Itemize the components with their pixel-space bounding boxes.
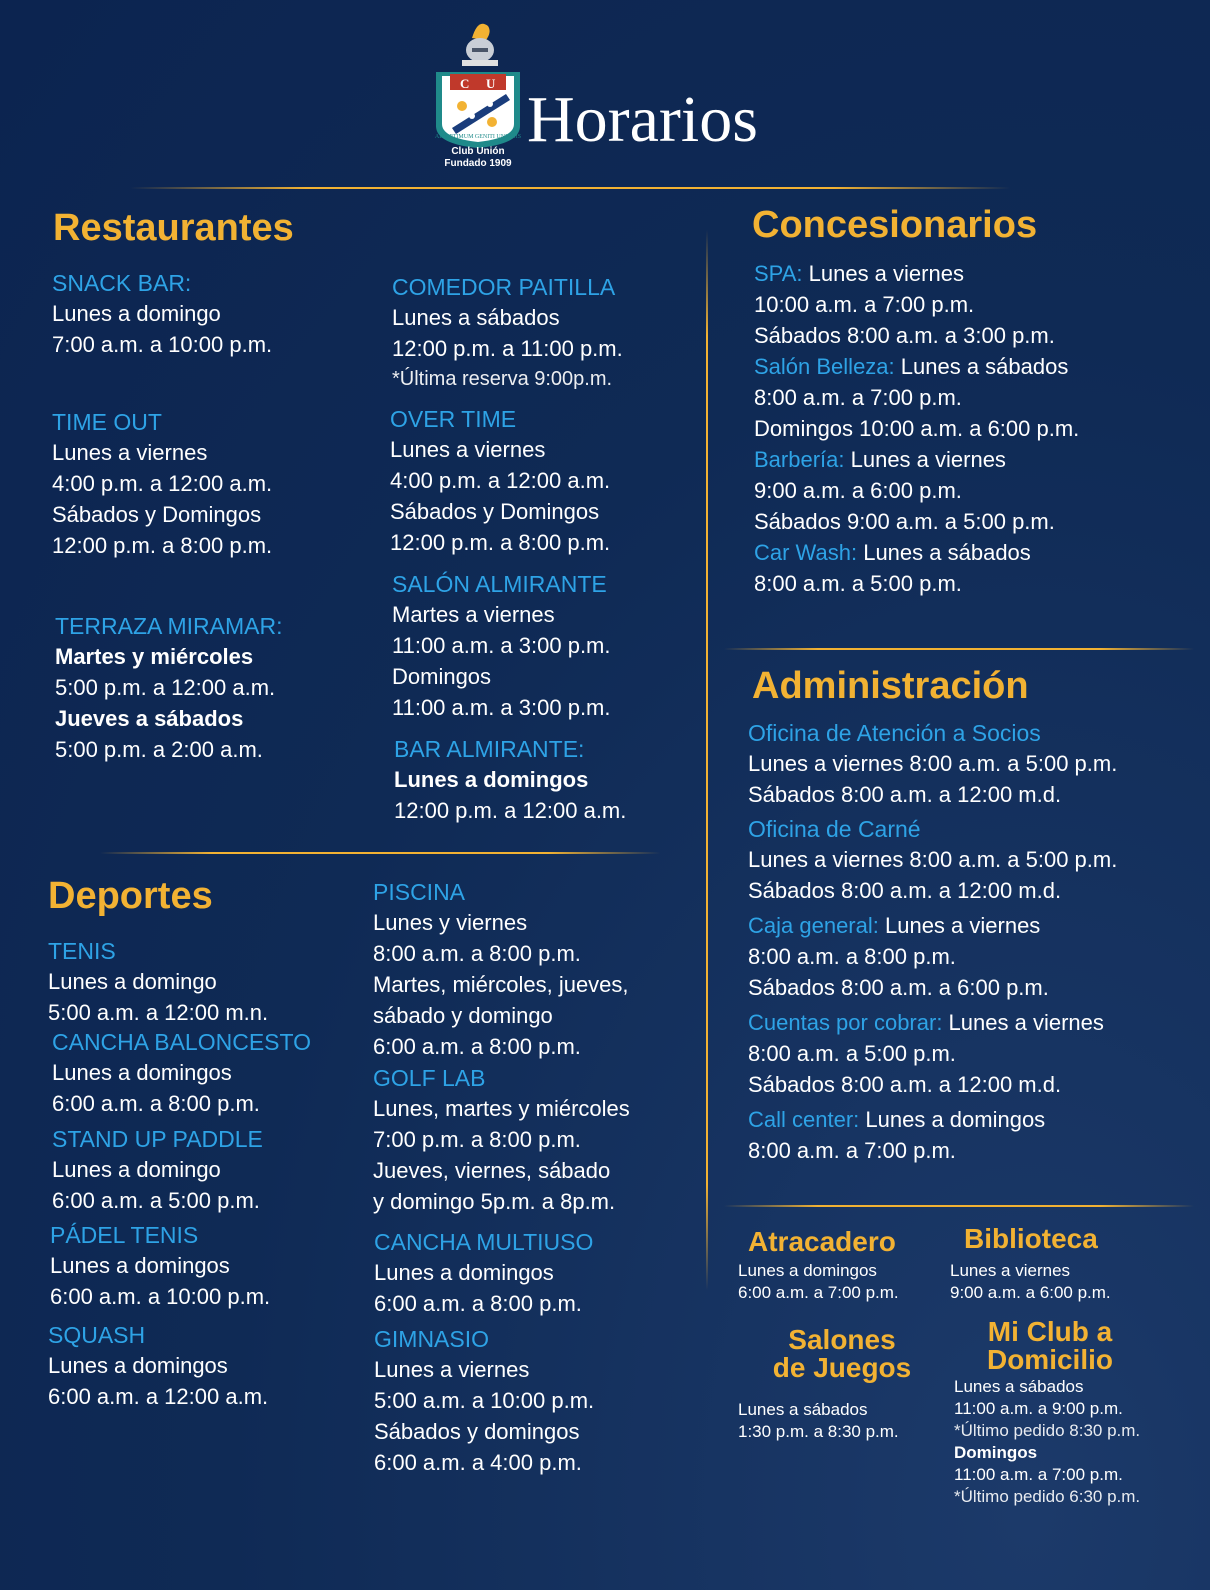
squash-block	[48, 1320, 268, 1412]
terraza-line: 5:00 p.m. a 2:00 a.m.	[55, 737, 263, 762]
belleza-first-line	[754, 351, 1079, 382]
padel-name: PÁDEL TENIS	[50, 1222, 199, 1248]
snack-bar-hours: 7:00 a.m. a 10:00 p.m.	[52, 332, 273, 357]
socios-line: Sábados 8:00 a.m. a 12:00 m.d.	[748, 782, 1062, 807]
barberia-name: Barbería:	[754, 447, 845, 472]
salon-almirante-line: Martes a viernes	[392, 602, 555, 627]
padel-block	[50, 1220, 270, 1312]
belleza-days: Lunes a sábados	[894, 354, 1069, 379]
cuentas-line: 8:00 a.m. a 5:00 p.m.	[748, 1041, 956, 1066]
snack-bar-days: Lunes a domingo	[52, 301, 221, 326]
callcenter-first-line	[748, 1104, 1117, 1135]
caja-days: Lunes a viernes	[878, 913, 1041, 938]
salon-almirante-line: Domingos	[392, 664, 492, 689]
gimnasio-line: 5:00 a.m. a 10:00 p.m.	[374, 1388, 595, 1413]
bar-almirante-block	[394, 734, 626, 826]
administracion-list	[748, 718, 1117, 1166]
club-logo	[432, 8, 524, 168]
piscina-line: Martes, miércoles, jueves,	[373, 972, 629, 997]
gimnasio-line: Lunes a viernes	[374, 1357, 530, 1382]
svg-text:C: C	[460, 76, 470, 91]
time-out-name: TIME OUT	[52, 409, 162, 435]
terraza-line: Jueves a sábados	[55, 706, 244, 731]
tenis-line: 5:00 a.m. a 12:00 m.n.	[48, 1000, 269, 1025]
domicilio-line: Lunes a sábados	[954, 1377, 1084, 1396]
atracadero-line: Lunes a domingos	[738, 1261, 877, 1280]
golf-line: y domingo 5p.m. a 8p.m.	[373, 1189, 616, 1214]
concesionarios-title: Concesionarios	[752, 204, 1038, 246]
squash-line: Lunes a domingos	[48, 1353, 228, 1378]
carne-line: Lunes a viernes 8:00 a.m. a 5:00 p.m.	[748, 847, 1118, 872]
salones-hours	[738, 1399, 899, 1443]
cuentas-line: Sábados 8:00 a.m. a 12:00 m.d.	[748, 1072, 1062, 1097]
club-crest-icon	[432, 8, 524, 148]
baloncesto-line: Lunes a domingos	[52, 1060, 232, 1085]
tenis-name: TENIS	[48, 938, 116, 964]
piscina-line: sábado y domingo	[373, 1003, 553, 1028]
time-out-line: Sábados y Domingos	[52, 502, 262, 527]
cuentas-first-line	[748, 1007, 1117, 1038]
cuentas-days: Lunes a viernes	[942, 1010, 1104, 1035]
logo-caption-name: Club Unión	[451, 146, 505, 157]
restaurantes-title: Restaurantes	[53, 207, 294, 249]
carwash-days: Lunes a sábados	[857, 540, 1031, 565]
multiuso-block	[374, 1227, 593, 1319]
terraza-line: Martes y miércoles	[55, 644, 254, 669]
golf-line: Lunes, martes y miércoles	[373, 1096, 630, 1121]
over-time-name: OVER TIME	[390, 406, 517, 432]
barberia-first-line	[754, 444, 1079, 475]
svg-text:U: U	[486, 76, 496, 91]
comedor-name: COMEDOR PAITILLA	[392, 274, 616, 300]
salones-title-line: de Juegos	[772, 1352, 912, 1383]
biblioteca-hours	[950, 1260, 1111, 1304]
piscina-name: PISCINA	[373, 879, 466, 905]
tenis-line: Lunes a domingo	[48, 969, 217, 994]
carne-line: Sábados 8:00 a.m. a 12:00 m.d.	[748, 878, 1062, 903]
salon-almirante-line: 11:00 a.m. a 3:00 p.m.	[392, 633, 611, 658]
biblioteca-title: Biblioteca	[964, 1223, 1098, 1254]
salones-title	[762, 1326, 922, 1382]
snack-bar-name: SNACK BAR:	[52, 270, 192, 296]
caja-line: Sábados 8:00 a.m. a 6:00 p.m.	[748, 975, 1049, 1000]
domicilio-line: 11:00 a.m. a 7:00 p.m.	[954, 1465, 1123, 1484]
gimnasio-block	[374, 1324, 594, 1478]
multiuso-name: CANCHA MULTIUSO	[374, 1229, 594, 1255]
atracadero-title: Atracadero	[748, 1226, 896, 1257]
piscina-line: Lunes y viernes	[373, 910, 528, 935]
over-time-line: Sábados y Domingos	[390, 499, 600, 524]
atracadero-hours	[738, 1260, 899, 1304]
time-out-line: Lunes a viernes	[52, 440, 208, 465]
gimnasio-name: GIMNASIO	[374, 1326, 490, 1352]
paddle-name: STAND UP PADDLE	[52, 1126, 263, 1152]
salones-line: Lunes a sábados	[738, 1400, 868, 1419]
domicilio-line: Domingos	[954, 1443, 1038, 1462]
concesionarios-divider	[724, 648, 1194, 650]
svg-text:AD OPTIMUM GENITI UNIONIS: AD OPTIMUM GENITI UNIONIS	[434, 134, 522, 140]
gimnasio-line: Sábados y domingos	[374, 1419, 580, 1444]
over-time-block	[390, 404, 610, 558]
callcenter-name: Call center:	[748, 1107, 860, 1132]
spa-days: Lunes a viernes	[802, 261, 964, 286]
carwash-first-line	[754, 537, 1079, 568]
atracadero-line: 6:00 a.m. a 7:00 p.m.	[738, 1283, 899, 1302]
multiuso-line: Lunes a domingos	[374, 1260, 554, 1285]
callcenter-line: 8:00 a.m. a 7:00 p.m.	[748, 1138, 956, 1163]
salones-line: 1:30 p.m. a 8:30 p.m.	[738, 1422, 899, 1441]
over-time-line: Lunes a viernes	[390, 437, 546, 462]
bar-almirante-line: Lunes a domingos	[394, 767, 589, 792]
comedor-line: 12:00 p.m. a 11:00 p.m.	[392, 336, 623, 361]
time-out-block	[52, 407, 272, 561]
cuentas-name: Cuentas por cobrar:	[748, 1010, 943, 1035]
piscina-block	[373, 877, 629, 1062]
domicilio-title	[960, 1318, 1140, 1374]
callcenter-days: Lunes a domingos	[859, 1107, 1046, 1132]
gimnasio-line: 6:00 a.m. a 4:00 p.m.	[374, 1450, 582, 1475]
baloncesto-block	[52, 1027, 311, 1119]
concesionarios-list	[754, 258, 1079, 599]
time-out-line: 4:00 p.m. a 12:00 a.m.	[52, 471, 273, 496]
carne-name: Oficina de Carné	[748, 816, 921, 842]
belleza-line: 8:00 a.m. a 7:00 p.m.	[754, 385, 962, 410]
comedor-block	[392, 272, 623, 395]
caja-line: 8:00 a.m. a 8:00 p.m.	[748, 944, 956, 969]
caja-name: Caja general:	[748, 913, 879, 938]
golf-line: Jueves, viernes, sábado	[373, 1158, 611, 1183]
spa-name: SPA:	[754, 261, 803, 286]
terraza-block	[55, 611, 282, 765]
padel-line: Lunes a domingos	[50, 1253, 230, 1278]
domicilio-hours	[954, 1376, 1140, 1508]
barberia-line: 9:00 a.m. a 6:00 p.m.	[754, 478, 962, 503]
domicilio-note: *Último pedido 6:30 p.m.	[954, 1487, 1141, 1506]
salones-title-line: Salones	[788, 1324, 896, 1355]
time-out-line: 12:00 p.m. a 8:00 p.m.	[52, 533, 273, 558]
socios-line: Lunes a viernes 8:00 a.m. a 5:00 p.m.	[748, 751, 1118, 776]
biblioteca-line: Lunes a viernes	[950, 1261, 1071, 1280]
barberia-days: Lunes a viernes	[844, 447, 1006, 472]
snack-bar-block	[52, 268, 272, 360]
multiuso-line: 6:00 a.m. a 8:00 p.m.	[374, 1291, 582, 1316]
golf-block	[373, 1063, 630, 1217]
squash-name: SQUASH	[48, 1322, 146, 1348]
piscina-line: 6:00 a.m. a 8:00 p.m.	[373, 1034, 581, 1059]
restaurantes-divider	[100, 852, 660, 854]
caja-first-line	[748, 910, 1117, 941]
administracion-divider	[724, 1205, 1194, 1207]
over-time-line: 4:00 p.m. a 12:00 a.m.	[390, 468, 611, 493]
baloncesto-name: CANCHA BALONCESTO	[52, 1029, 312, 1055]
deportes-title: Deportes	[48, 875, 213, 917]
terraza-line: 5:00 p.m. a 12:00 a.m.	[55, 675, 276, 700]
belleza-name: Salón Belleza:	[754, 354, 895, 379]
spa-first-line	[754, 258, 1079, 289]
comedor-note: *Última reserva 9:00p.m.	[392, 368, 613, 390]
header-divider	[130, 187, 1010, 189]
salon-almirante-block	[392, 569, 611, 723]
padel-line: 6:00 a.m. a 10:00 p.m.	[50, 1284, 271, 1309]
salon-almirante-name: SALÓN ALMIRANTE	[392, 571, 607, 597]
domicilio-title-line: Mi Club a	[987, 1316, 1113, 1347]
spa-line: 10:00 a.m. a 7:00 p.m.	[754, 292, 975, 317]
spa-line: Sábados 8:00 a.m. a 3:00 p.m.	[754, 323, 1055, 348]
squash-line: 6:00 a.m. a 12:00 a.m.	[48, 1384, 269, 1409]
golf-name: GOLF LAB	[373, 1065, 486, 1091]
domicilio-line: 11:00 a.m. a 9:00 p.m.	[954, 1399, 1123, 1418]
administracion-title: Administración	[752, 665, 1029, 707]
logo-caption-founded: Fundado 1909	[444, 158, 512, 169]
carwash-line: 8:00 a.m. a 5:00 p.m.	[754, 571, 962, 596]
carwash-name: Car Wash:	[754, 540, 858, 565]
barberia-line: Sábados 9:00 a.m. a 5:00 p.m.	[754, 509, 1055, 534]
comedor-line: Lunes a sábados	[392, 305, 560, 330]
salon-almirante-line: 11:00 a.m. a 3:00 p.m.	[392, 695, 611, 720]
paddle-block	[52, 1124, 263, 1216]
domicilio-title-line: Domicilio	[986, 1344, 1113, 1375]
piscina-line: 8:00 a.m. a 8:00 p.m.	[373, 941, 581, 966]
belleza-line: Domingos 10:00 a.m. a 6:00 p.m.	[754, 416, 1080, 441]
baloncesto-line: 6:00 a.m. a 8:00 p.m.	[52, 1091, 260, 1116]
paddle-line: Lunes a domingo	[52, 1157, 221, 1182]
bar-almirante-name: BAR ALMIRANTE:	[394, 736, 585, 762]
column-divider	[706, 230, 708, 1290]
biblioteca-line: 9:00 a.m. a 6:00 p.m.	[950, 1283, 1111, 1302]
domicilio-note: *Último pedido 8:30 p.m.	[954, 1421, 1141, 1440]
terraza-name: TERRAZA MIRAMAR:	[55, 613, 283, 639]
golf-line: 7:00 p.m. a 8:00 p.m.	[373, 1127, 581, 1152]
bar-almirante-line: 12:00 p.m. a 12:00 a.m.	[394, 798, 627, 823]
page-title: Horarios	[527, 83, 758, 156]
tenis-block	[48, 936, 268, 1028]
over-time-line: 12:00 p.m. a 8:00 p.m.	[390, 530, 611, 555]
socios-name: Oficina de Atención a Socios	[748, 720, 1041, 746]
paddle-line: 6:00 a.m. a 5:00 p.m.	[52, 1188, 260, 1213]
